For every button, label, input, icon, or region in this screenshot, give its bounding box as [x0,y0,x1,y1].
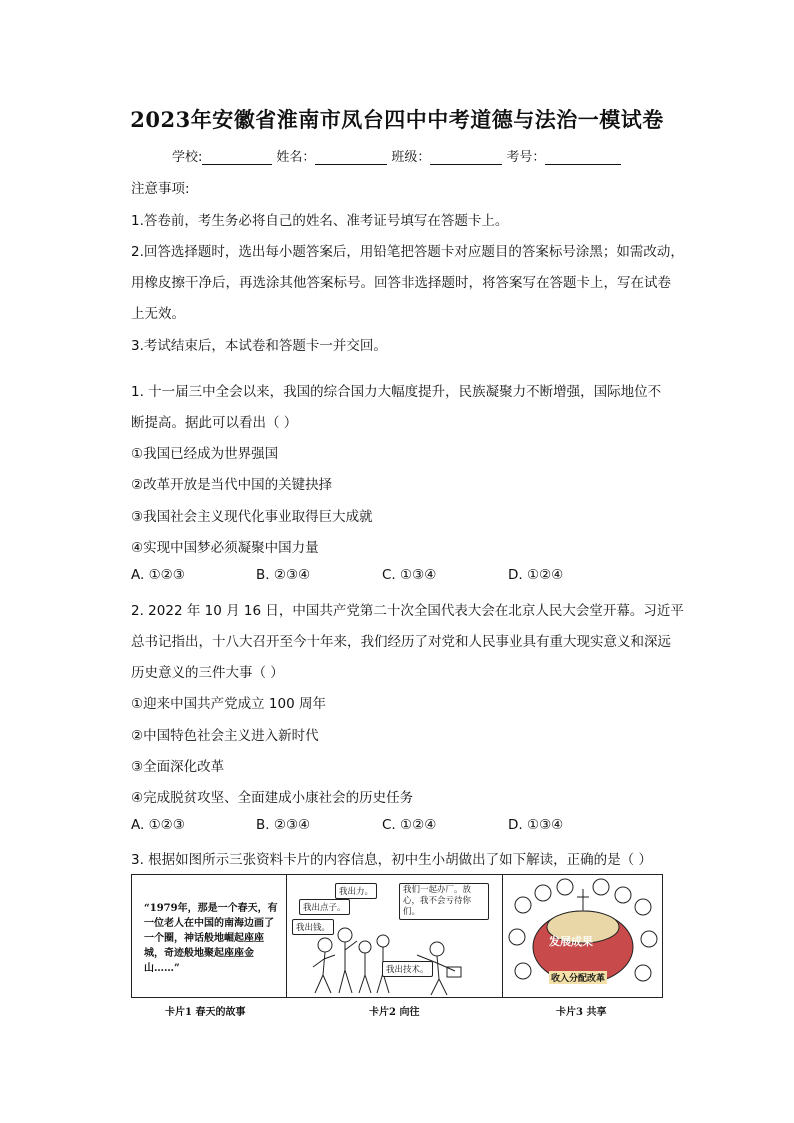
question-1-stem: 断提高。据此可以看出（ ） [131,415,298,431]
option-a[interactable]: A. ①②③ [131,567,185,583]
notice-line: 3.考试结束后，本试卷和答题卡一并交回。 [131,338,387,354]
question-2-stem: 总书记指出，十八大召开至今十年来，我们经历了对党和人民事业具有重大现实意义和深远 [131,634,671,650]
question-1-item: ④实现中国梦必须凝聚中国力量 [131,540,319,556]
question-1-stem: 1. 十一届三中全会以来，我国的综合国力大幅度提升，民族凝聚力不断增强，国际地位不 [131,384,662,400]
class-label: 班级： [391,150,431,165]
card-1-caption: 卡片1 春天的故事 [165,1007,246,1018]
info-cards-figure [131,874,663,998]
student-info-row [172,146,692,165]
cake-label-distribution: 收入分配改革 [549,971,607,984]
question-3-stem: 3. 根据如图所示三张资料卡片的内容信息，初中生小胡做出了如下解读，正确的是（ ） [131,852,652,868]
option-c[interactable]: C. ①②④ [382,817,437,833]
speech-bubble: 我出点子。 [299,899,350,915]
speech-bubble: 我出钱。 [292,919,334,935]
question-2-item: ②中国特色社会主义进入新时代 [131,728,319,744]
school-label: 学校: [172,150,203,165]
speech-bubble: 我出力。 [335,883,377,899]
school-blank[interactable] [202,150,272,165]
question-1-item: ③我国社会主义现代化事业取得巨大成就 [131,509,373,525]
card-3-caption: 卡片3 共享 [556,1007,607,1018]
option-d[interactable]: D. ①②④ [508,567,564,583]
notice-heading: 注意事项: [131,181,190,197]
question-2-item: ①迎来中国共产党成立 100 周年 [131,696,326,712]
question-2-stem: 2. 2022 年 10 月 16 日，中国共产党第二十次全国代表大会在北京人民大会堂开幕。习近平 [131,603,684,619]
question-2-item: ③全面深化改革 [131,759,225,775]
option-d[interactable]: D. ①③④ [508,817,564,833]
notice-line: 2.回答选择题时，选出每小题答案后，用铅笔把答题卡对应题目的答案标号涂黑；如需改动， [131,244,684,260]
exam-number-label: 考号： [506,150,546,165]
speech-bubble: 我出技术。 [382,961,433,977]
card-2-caption: 卡片2 向往 [369,1007,420,1018]
exam-number-blank[interactable] [545,150,621,165]
option-a[interactable]: A. ①②③ [131,817,185,833]
option-b[interactable]: B. ②③④ [256,817,311,833]
notice-line: 上无效。 [131,306,185,322]
option-b[interactable]: B. ②③④ [256,567,311,583]
speech-bubble: 我们一起办厂。放心，我不会亏待你们。 [399,883,489,920]
option-c[interactable]: C. ①③④ [382,567,437,583]
card-3-panel [503,875,662,997]
name-blank[interactable] [315,150,387,165]
question-1-item: ②改革开放是当代中国的关键抉择 [131,477,333,493]
notice-line: 用橡皮擦干净后，再选涂其他答案标号。回答非选择题时，将答案写在答题卡上，写在试卷 [131,275,671,291]
name-label: 姓名： [276,150,316,165]
question-1-item: ①我国已经成为世界强国 [131,446,279,462]
class-blank[interactable] [430,150,502,165]
card-1-panel [132,875,287,997]
question-2-stem: 历史意义的三件大事（ ） [131,665,284,681]
exam-title: 2023年安徽省淮南市凤台四中中考道德与法治一模试卷 [130,107,664,132]
notice-line: 1.答卷前，考生务必将自己的姓名、准考证号填写在答题卡上。 [131,213,509,229]
card-2-panel [287,875,503,997]
question-2-item: ④完成脱贫攻坚、全面建成小康社会的历史任务 [131,790,414,806]
card-1-quote: “1979年，那是一个春天，有一位老人在中国的南海边画了一个圈，神话般地崛起座座城，奇迹般地聚起座座金山……” [144,903,278,974]
cake-label-development: 发展成果 [549,935,593,948]
